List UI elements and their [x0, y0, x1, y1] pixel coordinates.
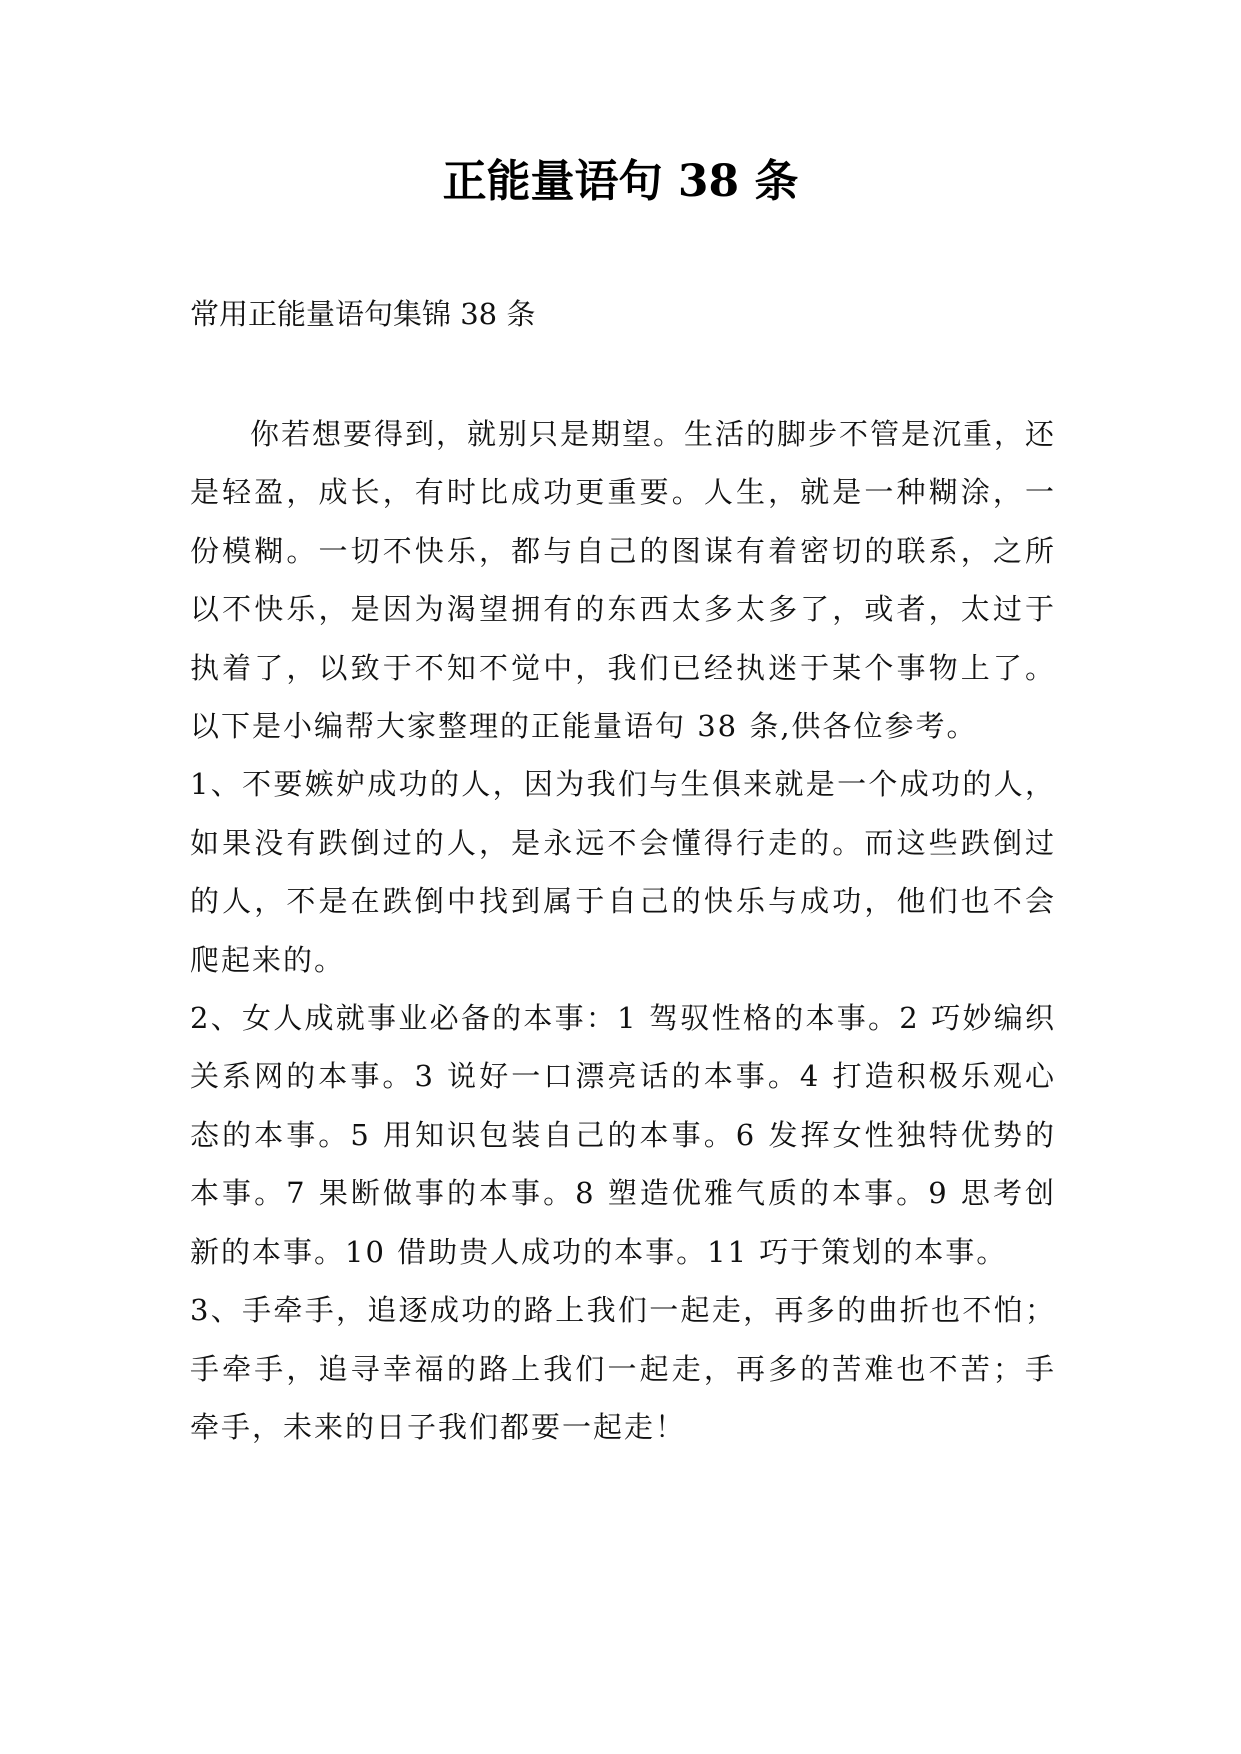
intro-paragraph: 你若想要得到，就别只是期望。生活的脚步不管是沉重，还是轻盈，成长，有时比成功更重要。人生，就是一种糊涂，一份模糊。一切不快乐，都与自己的图谋有着密切的联系，之所以不快乐，是因为渴望拥有的东西太多太多了，或者，太过于执着了，以致于不知不觉中，我们已经执迷于某个事物上了。以下是小编帮大家整理的正能量语句 38 条,供各位参考。: [190, 417, 1057, 744]
list-item: 1、不要嫉妒成功的人，因为我们与生俱来就是一个成功的人，如果没有跌倒过的人，是永远不会懂得行走的。而这些跌倒过的人，不是在跌倒中找到属于自己的快乐与成功，他们也不会爬起来的。: [190, 767, 1056, 977]
list-item: 2、女人成就事业必备的本事：1 驾驭性格的本事。2 巧妙编织关系网的本事。3 说好一口漂亮话的本事。4 打造积极乐观心态的本事。5 用知识包装自己的本事。6 发挥女性独特优势的本事。7 果断做事的本事。8 塑造优雅气质的本事。9 思考创新的本事。10 借助贵人成功的本事。11 巧于策划的本事。: [190, 1001, 1056, 1269]
document-title: 正能量语句 38 条: [442, 156, 799, 207]
document-subtitle: 常用正能量语句集锦 38 条: [190, 297, 536, 331]
list-item: 3、手牵手，追逐成功的路上我们一起走，再多的曲折也不怕；手牵手，追寻幸福的路上我们一起走，再多的苦难也不苦；手牵手，未来的日子我们都要一起走！: [190, 1293, 1056, 1444]
document-body: [190, 405, 1056, 1456]
